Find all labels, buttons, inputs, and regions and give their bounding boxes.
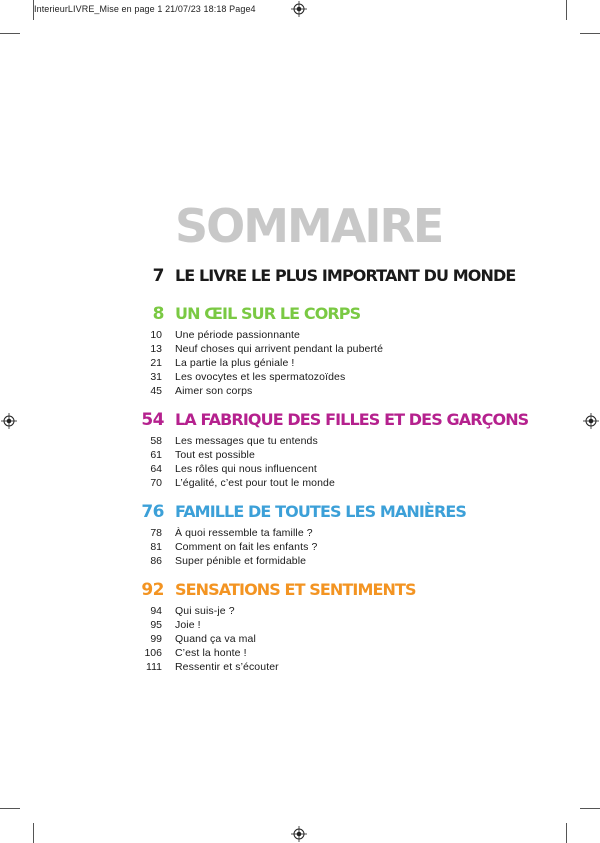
toc-entry[interactable] bbox=[0, 434, 600, 448]
entry-label: Les ovocytes et les spermatozoïdes bbox=[175, 371, 346, 383]
entry-page-number: 70 bbox=[150, 477, 162, 489]
entry-label: Aimer son corps bbox=[175, 385, 253, 397]
section-page-number: 76 bbox=[141, 502, 164, 522]
entry-label: Comment on fait les enfants ? bbox=[175, 541, 318, 553]
crop-mark-top-right-v bbox=[566, 0, 567, 20]
page-title: SOMMAIRE bbox=[175, 199, 443, 253]
registration-mark-bottom-icon bbox=[291, 826, 307, 842]
entry-page-number: 10 bbox=[150, 329, 162, 341]
entry-page-number: 31 bbox=[150, 371, 162, 383]
crop-mark-bottom-left-h bbox=[0, 808, 20, 809]
toc-entry[interactable] bbox=[0, 476, 600, 490]
entry-page-number: 64 bbox=[150, 463, 162, 475]
entry-page-number: 95 bbox=[150, 619, 162, 631]
toc-entry[interactable] bbox=[0, 384, 600, 398]
section-page-number: 7 bbox=[152, 266, 164, 286]
toc-section-book-intro bbox=[0, 265, 600, 287]
section-page-number: 92 bbox=[141, 580, 164, 600]
entry-label: Neuf choses qui arrivent pendant la puberté bbox=[175, 343, 384, 355]
crop-mark-top-left-v bbox=[33, 0, 34, 20]
toc-section-heading[interactable] bbox=[0, 303, 600, 325]
entry-label: Les messages que tu entends bbox=[175, 435, 318, 447]
section-title: UN ŒIL SUR LE CORPS bbox=[175, 304, 361, 323]
entry-page-number: 86 bbox=[150, 555, 162, 567]
toc-entry[interactable] bbox=[0, 618, 600, 632]
entry-label: C’est la honte ! bbox=[175, 647, 247, 659]
entry-page-number: 13 bbox=[150, 343, 162, 355]
toc-section-body bbox=[0, 303, 600, 398]
toc-entry[interactable] bbox=[0, 604, 600, 618]
toc-section-heading[interactable] bbox=[0, 501, 600, 523]
toc-entry[interactable] bbox=[0, 356, 600, 370]
crop-mark-top-left-h bbox=[0, 33, 20, 34]
crop-mark-top-right-h bbox=[580, 33, 600, 34]
crop-mark-bottom-right-h bbox=[580, 808, 600, 809]
toc-entry[interactable] bbox=[0, 540, 600, 554]
registration-mark-top-icon bbox=[291, 1, 307, 17]
entry-label: Joie ! bbox=[175, 619, 201, 631]
toc-entry[interactable] bbox=[0, 462, 600, 476]
entry-page-number: 61 bbox=[150, 449, 162, 461]
entry-label: Super pénible et formidable bbox=[175, 555, 307, 567]
section-title: FAMILLE DE TOUTES LES MANIÈRES bbox=[175, 502, 467, 521]
toc-entry[interactable] bbox=[0, 328, 600, 342]
entry-page-number: 78 bbox=[150, 527, 162, 539]
crop-mark-bottom-right-v bbox=[566, 823, 567, 843]
toc-entry[interactable] bbox=[0, 646, 600, 660]
toc-entry[interactable] bbox=[0, 526, 600, 540]
toc-entry[interactable] bbox=[0, 660, 600, 674]
print-slug: InterieurLIVRE_Mise en page 1 21/07/23 18:18 Page4 bbox=[34, 4, 256, 14]
entry-page-number: 81 bbox=[150, 541, 162, 553]
section-title: LA FABRIQUE DES FILLES ET DES GARÇONS bbox=[175, 410, 529, 429]
entry-page-number: 45 bbox=[150, 385, 162, 397]
entry-page-number: 99 bbox=[150, 633, 162, 645]
toc-section-heading[interactable] bbox=[0, 409, 600, 431]
entry-label: Ressentir et s’écouter bbox=[175, 661, 279, 673]
toc-entry[interactable] bbox=[0, 342, 600, 356]
entry-label: Une période passionnante bbox=[175, 329, 300, 341]
toc-entry[interactable] bbox=[0, 632, 600, 646]
entry-label: Quand ça va mal bbox=[175, 633, 256, 645]
entry-label: La partie la plus géniale ! bbox=[175, 357, 295, 369]
toc-entry[interactable] bbox=[0, 370, 600, 384]
section-title: LE LIVRE LE PLUS IMPORTANT DU MONDE bbox=[175, 266, 516, 285]
entry-label: L’égalité, c’est pour tout le monde bbox=[175, 477, 335, 489]
toc-section-family bbox=[0, 501, 600, 568]
entry-label: Tout est possible bbox=[175, 449, 255, 461]
toc-section-heading[interactable] bbox=[0, 579, 600, 601]
toc-entry[interactable] bbox=[0, 448, 600, 462]
entry-page-number: 106 bbox=[144, 647, 162, 659]
crop-mark-bottom-left-v bbox=[33, 823, 34, 843]
section-page-number: 54 bbox=[141, 410, 164, 430]
entry-label: Qui suis-je ? bbox=[175, 605, 235, 617]
entry-page-number: 58 bbox=[150, 435, 162, 447]
toc-entry[interactable] bbox=[0, 554, 600, 568]
entry-page-number: 21 bbox=[150, 357, 162, 369]
toc-section-girls-boys bbox=[0, 409, 600, 490]
toc-section-feelings bbox=[0, 579, 600, 674]
entry-page-number: 94 bbox=[150, 605, 162, 617]
entry-label: À quoi ressemble ta famille ? bbox=[175, 527, 313, 539]
entry-label: Les rôles qui nous influencent bbox=[175, 463, 317, 475]
entry-page-number: 111 bbox=[146, 661, 162, 673]
section-page-number: 8 bbox=[152, 304, 164, 324]
toc-section-heading[interactable] bbox=[0, 265, 600, 287]
section-title: SENSATIONS ET SENTIMENTS bbox=[175, 580, 416, 599]
